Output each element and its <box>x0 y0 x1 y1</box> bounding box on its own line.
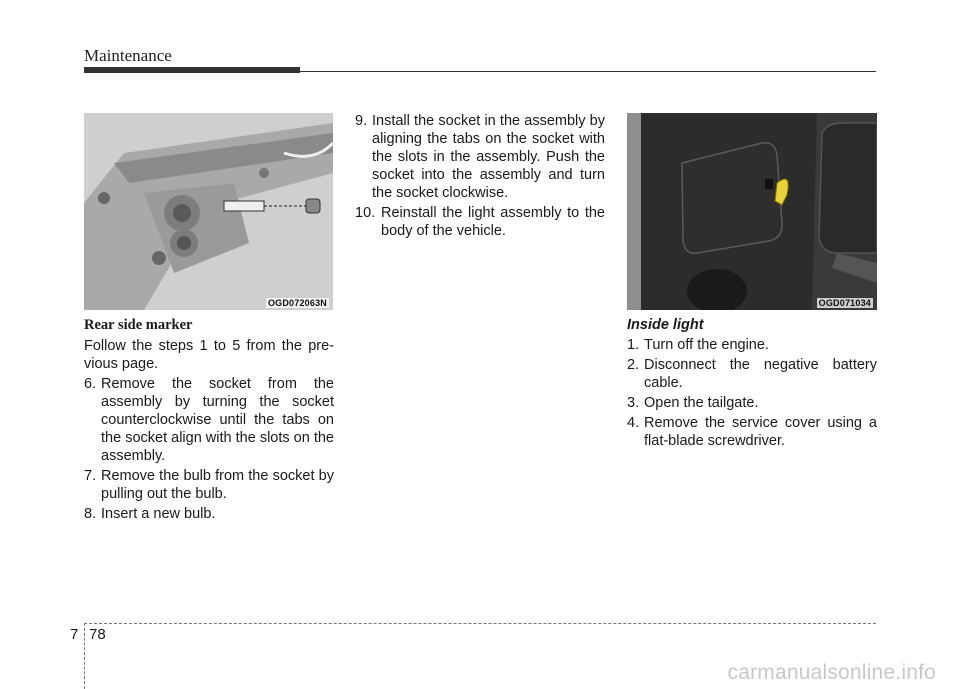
step-item <box>627 414 877 450</box>
footer-divider <box>84 623 85 689</box>
step-text: Turn off the engine. <box>644 337 769 353</box>
step-number: 8. <box>84 506 97 522</box>
step-item <box>355 112 605 202</box>
inside-light-section <box>627 316 877 452</box>
step-number: 9. <box>355 113 368 129</box>
page-number: 78 <box>89 626 106 643</box>
step-number: 6. <box>84 376 97 392</box>
page-header-title: Maintenance <box>84 46 172 65</box>
header-rule-thin <box>300 71 876 72</box>
step-number: 4. <box>627 415 640 431</box>
step-text: Install the socket in the assembly by aligning the tabs on the socket with the slots in the assembly. Push the socket into the assembly and turn the socket clockwise. <box>372 113 605 201</box>
watermark-text: carmanualsonline.info <box>727 661 936 684</box>
rear-side-marker-drawing <box>84 113 333 310</box>
step-item <box>84 467 334 503</box>
rear-side-marker-section <box>84 316 334 525</box>
section-title: Rear side marker <box>84 317 193 333</box>
figure-code: OGD071034 <box>818 298 871 308</box>
chapter-number: 7 <box>70 626 79 643</box>
figure-code: OGD072063N <box>267 298 327 308</box>
inside-light-illustration <box>627 113 877 310</box>
step-text: Reinstall the light assembly to the body of the vehicle. <box>381 205 605 239</box>
step-item <box>627 394 877 412</box>
step-text: Remove the socket from the assembly by turning the socket counterclockwise until the tabs on the socket align with the slots on the assembly. <box>101 376 334 464</box>
step-text: Open the tailgate. <box>644 395 759 411</box>
intro-paragraph: Follow the steps 1 to 5 from the pre-vious page. <box>84 338 334 372</box>
step-item <box>627 356 877 392</box>
step-item <box>84 505 334 523</box>
step-number: 7. <box>84 468 97 484</box>
step-item <box>84 375 334 465</box>
rear-side-marker-illustration <box>84 113 333 310</box>
step-text: Remove the service cover using a flat-blade screwdriver. <box>644 415 877 449</box>
step-text: Insert a new bulb. <box>101 506 216 522</box>
step-item <box>355 204 605 240</box>
step-item <box>627 336 877 354</box>
step-text: Remove the bulb from the socket by pulling out the bulb. <box>101 468 334 502</box>
section-title: Inside light <box>627 317 704 333</box>
step-number: 10. <box>355 205 376 221</box>
header-rule-thick <box>84 67 300 73</box>
rear-side-marker-continued <box>355 112 605 242</box>
step-number: 3. <box>627 395 640 411</box>
service-cover-drawing <box>627 113 877 310</box>
step-number: 1. <box>627 337 640 353</box>
footer-rule <box>84 623 876 624</box>
step-number: 2. <box>627 357 640 373</box>
step-text: Disconnect the negative battery cable. <box>644 357 877 391</box>
